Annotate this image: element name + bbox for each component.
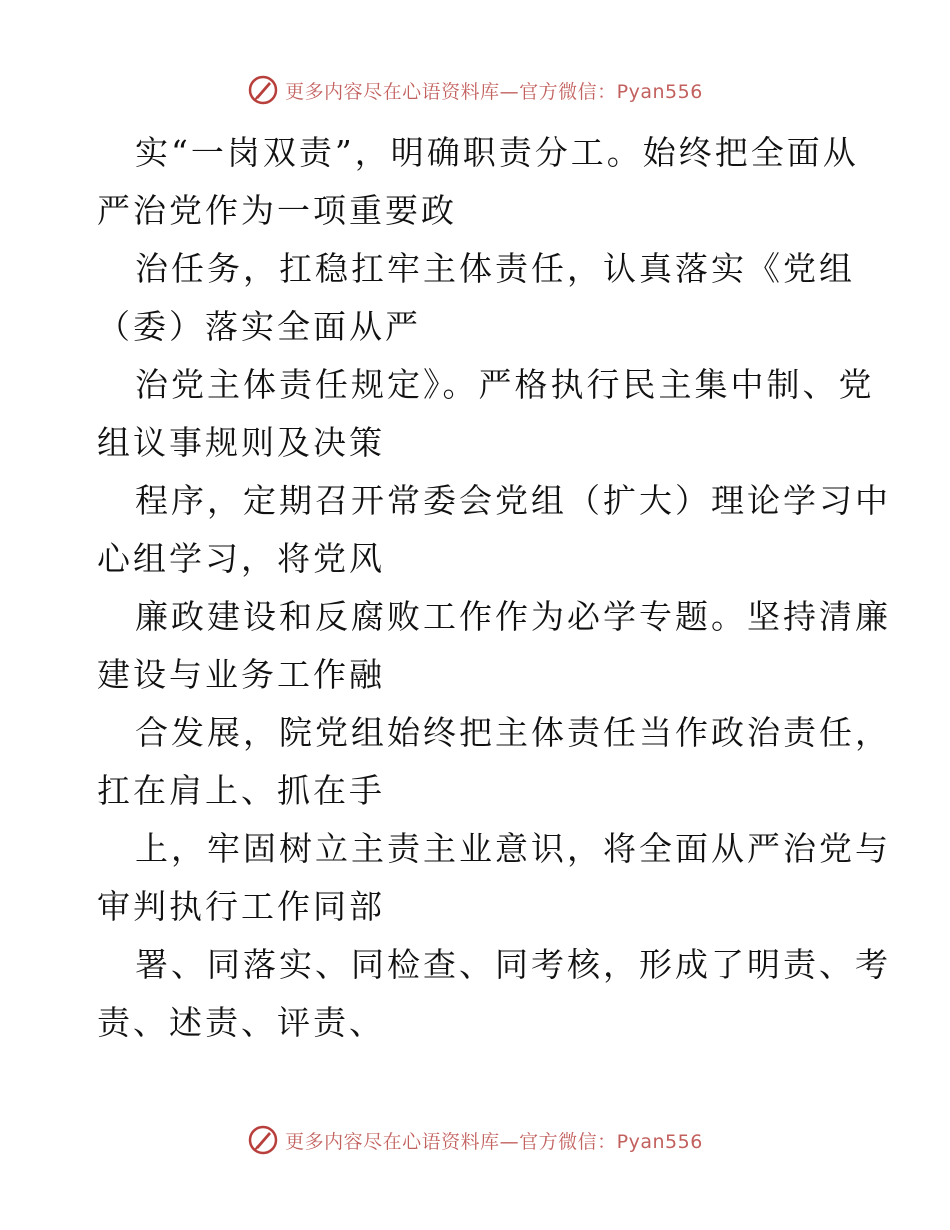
paragraph-line: 程序，定期召开常委会党组（扩大）理论学习中 xyxy=(135,481,891,520)
header-watermark-text: 更多内容尽在心语资料库—官方微信：Pyan556 xyxy=(285,80,703,103)
paragraph xyxy=(97,820,891,936)
paragraph-line: 治党主体责任规定》。严格执行民主集中制、党 xyxy=(135,365,875,404)
paragraph-line: 组议事规则及决策 xyxy=(97,423,385,462)
paragraph xyxy=(97,240,857,356)
paragraph-line: 署、同落实、同检查、同考核，形成了明责、考 xyxy=(135,945,891,984)
paragraph xyxy=(97,472,891,588)
paragraph xyxy=(97,356,875,472)
document-body xyxy=(97,124,891,1052)
paragraph xyxy=(97,124,857,240)
paragraph-line: 上，牢固树立主责主业意识，将全面从严治党与 xyxy=(135,829,891,868)
paragraph-line: （委）落实全面从严 xyxy=(97,307,421,346)
paragraph-line: 廉政建设和反腐败工作作为必学专题。坚持清廉 xyxy=(135,597,891,636)
paragraph-line: 合发展，院党组始终把主体责任当作政治责任， xyxy=(135,713,891,752)
header-watermark-banner xyxy=(0,70,950,110)
quill-logo-icon xyxy=(247,74,279,106)
paragraph-line: 实“一岗双责”，明确职责分工。始终把全面从 xyxy=(135,133,859,172)
paragraph-line: 严治党作为一项重要政 xyxy=(97,191,457,230)
paragraph-line: 治任务，扛稳扛牢主体责任，认真落实《党组 xyxy=(135,249,855,288)
paragraph-line: 建设与业务工作融 xyxy=(97,655,385,694)
footer-watermark-text: 更多内容尽在心语资料库—官方微信：Pyan556 xyxy=(285,1130,703,1153)
quill-logo-icon xyxy=(247,1124,279,1156)
paragraph-line: 责、述责、评责、 xyxy=(97,1003,385,1042)
paragraph-line: 心组学习，将党风 xyxy=(97,539,385,578)
paragraph xyxy=(97,936,891,1052)
paragraph-line: 扛在肩上、抓在手 xyxy=(97,771,385,810)
paragraph xyxy=(97,704,891,820)
footer-watermark-banner xyxy=(0,1120,950,1160)
paragraph xyxy=(97,588,891,704)
paragraph-line: 审判执行工作同部 xyxy=(97,887,385,926)
